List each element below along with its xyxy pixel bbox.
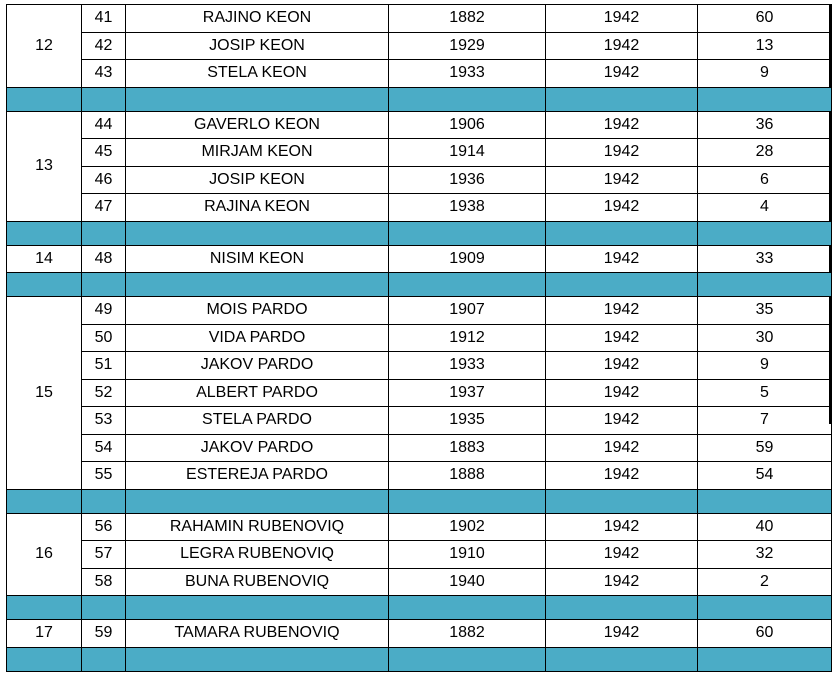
separator-cell [126, 489, 389, 513]
family-number-cell: 17 [7, 620, 82, 648]
separator-row [7, 87, 832, 111]
table-row [7, 166, 832, 194]
birth-year-cell: 1907 [389, 297, 546, 325]
separator-cell [82, 273, 126, 297]
death-year-cell: 1942 [546, 166, 698, 194]
death-year-cell: 1942 [546, 434, 698, 462]
separator-cell [126, 87, 389, 111]
table-row [7, 5, 832, 33]
table-row [7, 111, 832, 139]
separator-row [7, 273, 832, 297]
age-cell: 4 [698, 194, 832, 222]
death-year-cell: 1942 [546, 297, 698, 325]
table-row [7, 139, 832, 167]
birth-year-cell: 1937 [389, 379, 546, 407]
death-year-cell: 1942 [546, 324, 698, 352]
entry-number-cell: 45 [82, 139, 126, 167]
death-year-cell: 1942 [546, 5, 698, 33]
family-number-cell: 16 [7, 513, 82, 596]
separator-cell [126, 221, 389, 245]
entry-number-cell: 50 [82, 324, 126, 352]
age-cell: 32 [698, 541, 832, 569]
birth-year-cell: 1882 [389, 620, 546, 648]
name-cell: MIRJAM KEON [126, 139, 389, 167]
separator-cell [546, 221, 698, 245]
entry-number-cell: 44 [82, 111, 126, 139]
separator-cell [82, 221, 126, 245]
entry-number-cell: 51 [82, 352, 126, 380]
death-year-cell: 1942 [546, 245, 698, 273]
entry-number-cell: 52 [82, 379, 126, 407]
death-year-cell: 1942 [546, 194, 698, 222]
separator-cell [546, 273, 698, 297]
separator-cell [698, 273, 832, 297]
name-cell: RAJINA KEON [126, 194, 389, 222]
family-number-cell: 12 [7, 5, 82, 88]
separator-cell [126, 647, 389, 671]
separator-cell [698, 647, 832, 671]
family-number-cell: 14 [7, 245, 82, 273]
entry-number-cell: 47 [82, 194, 126, 222]
name-cell: ESTEREJA PARDO [126, 462, 389, 490]
birth-year-cell: 1929 [389, 32, 546, 60]
separator-cell [698, 489, 832, 513]
table-row [7, 245, 832, 273]
entry-number-cell: 42 [82, 32, 126, 60]
death-year-cell: 1942 [546, 139, 698, 167]
table-row [7, 568, 832, 596]
table-row [7, 541, 832, 569]
name-cell: RAHAMIN RUBENOVIQ [126, 513, 389, 541]
death-year-cell: 1942 [546, 379, 698, 407]
table-row [7, 407, 832, 435]
family-number-cell: 13 [7, 111, 82, 221]
separator-cell [7, 489, 82, 513]
table-row [7, 513, 832, 541]
family-number-cell: 15 [7, 297, 82, 490]
age-cell: 59 [698, 434, 832, 462]
entry-number-cell: 43 [82, 60, 126, 88]
birth-year-cell: 1914 [389, 139, 546, 167]
entry-number-cell: 54 [82, 434, 126, 462]
age-cell: 9 [698, 352, 832, 380]
separator-cell [82, 489, 126, 513]
separator-cell [7, 221, 82, 245]
table-row [7, 434, 832, 462]
entry-number-cell: 46 [82, 166, 126, 194]
birth-year-cell: 1909 [389, 245, 546, 273]
death-year-cell: 1942 [546, 352, 698, 380]
entry-number-cell: 56 [82, 513, 126, 541]
separator-cell [546, 596, 698, 620]
name-cell: STELA KEON [126, 60, 389, 88]
separator-cell [389, 221, 546, 245]
separator-row [7, 489, 832, 513]
age-cell: 13 [698, 32, 832, 60]
entry-number-cell: 41 [82, 5, 126, 33]
age-cell: 2 [698, 568, 832, 596]
death-year-cell: 1942 [546, 32, 698, 60]
entry-number-cell: 57 [82, 541, 126, 569]
name-cell: TAMARA RUBENOVIQ [126, 620, 389, 648]
separator-row [7, 221, 832, 245]
death-year-cell: 1942 [546, 620, 698, 648]
birth-year-cell: 1888 [389, 462, 546, 490]
entry-number-cell: 58 [82, 568, 126, 596]
age-cell: 33 [698, 245, 832, 273]
name-cell: GAVERLO KEON [126, 111, 389, 139]
name-cell: RAJINO KEON [126, 5, 389, 33]
age-cell: 30 [698, 324, 832, 352]
entry-number-cell: 49 [82, 297, 126, 325]
separator-cell [698, 596, 832, 620]
entry-number-cell: 48 [82, 245, 126, 273]
separator-cell [546, 647, 698, 671]
separator-cell [546, 87, 698, 111]
separator-row [7, 596, 832, 620]
separator-row [7, 647, 832, 671]
name-cell: LEGRA RUBENOVIQ [126, 541, 389, 569]
name-cell: NISIM KEON [126, 245, 389, 273]
table-body [7, 5, 832, 672]
name-cell: JOSIP KEON [126, 166, 389, 194]
table-row [7, 462, 832, 490]
entry-number-cell: 59 [82, 620, 126, 648]
age-cell: 40 [698, 513, 832, 541]
table-row [7, 297, 832, 325]
birth-year-cell: 1883 [389, 434, 546, 462]
separator-cell [82, 647, 126, 671]
name-cell: BUNA RUBENOVIQ [126, 568, 389, 596]
age-cell: 7 [698, 407, 832, 435]
separator-cell [82, 87, 126, 111]
entry-number-cell: 53 [82, 407, 126, 435]
death-year-cell: 1942 [546, 60, 698, 88]
name-cell: JOSIP KEON [126, 32, 389, 60]
name-cell: MOIS PARDO [126, 297, 389, 325]
death-year-cell: 1942 [546, 513, 698, 541]
separator-cell [7, 596, 82, 620]
age-cell: 60 [698, 620, 832, 648]
birth-year-cell: 1935 [389, 407, 546, 435]
age-cell: 35 [698, 297, 832, 325]
separator-cell [389, 489, 546, 513]
entry-number-cell: 55 [82, 462, 126, 490]
victims-table [6, 4, 832, 672]
separator-cell [7, 87, 82, 111]
separator-cell [389, 596, 546, 620]
birth-year-cell: 1938 [389, 194, 546, 222]
death-year-cell: 1942 [546, 462, 698, 490]
age-cell: 54 [698, 462, 832, 490]
birth-year-cell: 1912 [389, 324, 546, 352]
table-row [7, 324, 832, 352]
death-year-cell: 1942 [546, 568, 698, 596]
death-year-cell: 1942 [546, 541, 698, 569]
separator-cell [698, 87, 832, 111]
separator-cell [7, 273, 82, 297]
table-row [7, 194, 832, 222]
age-cell: 36 [698, 111, 832, 139]
separator-cell [389, 647, 546, 671]
birth-year-cell: 1933 [389, 60, 546, 88]
death-year-cell: 1942 [546, 111, 698, 139]
separator-cell [546, 489, 698, 513]
birth-year-cell: 1902 [389, 513, 546, 541]
table-row [7, 32, 832, 60]
name-cell: VIDA PARDO [126, 324, 389, 352]
birth-year-cell: 1933 [389, 352, 546, 380]
birth-year-cell: 1936 [389, 166, 546, 194]
separator-cell [698, 221, 832, 245]
age-cell: 28 [698, 139, 832, 167]
separator-cell [126, 596, 389, 620]
name-cell: ALBERT PARDO [126, 379, 389, 407]
age-cell: 5 [698, 379, 832, 407]
age-cell: 9 [698, 60, 832, 88]
age-cell: 6 [698, 166, 832, 194]
name-cell: JAKOV PARDO [126, 434, 389, 462]
table-row [7, 352, 832, 380]
table-row [7, 379, 832, 407]
age-cell: 60 [698, 5, 832, 33]
separator-cell [7, 647, 82, 671]
separator-cell [389, 273, 546, 297]
separator-cell [126, 273, 389, 297]
birth-year-cell: 1940 [389, 568, 546, 596]
name-cell: JAKOV PARDO [126, 352, 389, 380]
name-cell: STELA PARDO [126, 407, 389, 435]
separator-cell [82, 596, 126, 620]
birth-year-cell: 1882 [389, 5, 546, 33]
table-row [7, 60, 832, 88]
birth-year-cell: 1906 [389, 111, 546, 139]
birth-year-cell: 1910 [389, 541, 546, 569]
death-year-cell: 1942 [546, 407, 698, 435]
separator-cell [389, 87, 546, 111]
table-row [7, 620, 832, 648]
